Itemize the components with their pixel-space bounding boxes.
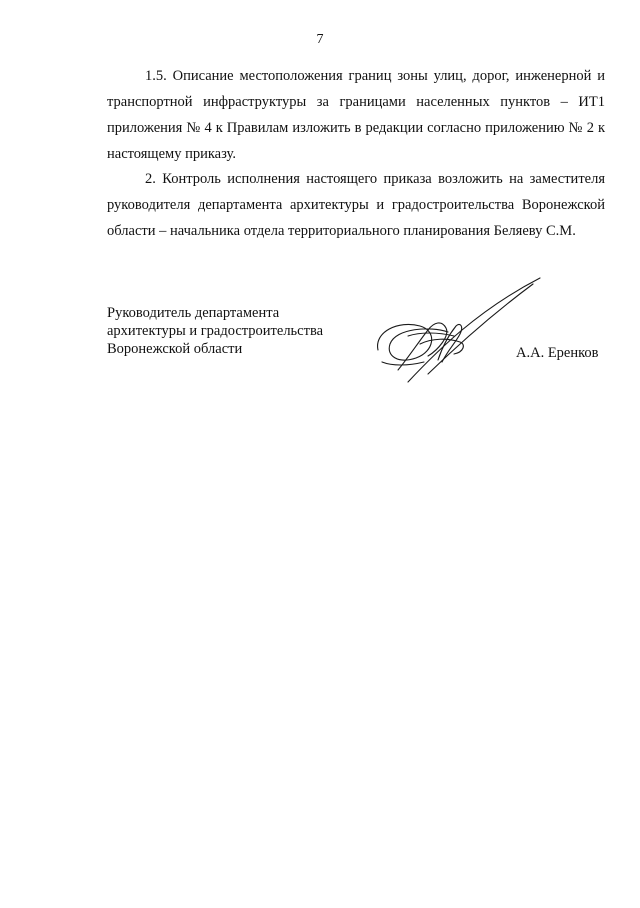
signatory-title-line: архитектуры и градостроительства <box>107 323 324 339</box>
signatory-title-line: Руководитель департамента <box>107 305 280 321</box>
signatory-title-line: Воронежской области <box>107 341 243 357</box>
paragraph-1-5: 1.5. Описание местоположения границ зоны улиц, дорог, инженерной и транспортной инфраструктуры за границами населенных пунктов – ИТ1 приложения № 4 к Правилам изложить в редакции согласно приложению № 2 к настоящему приказу. <box>107 68 605 162</box>
signatory-title <box>107 304 323 358</box>
handwritten-signature <box>368 270 558 395</box>
signatory-name: А.А. Еренков <box>516 345 599 361</box>
paragraph-2: 2. Контроль исполнения настоящего приказа возложить на заместителя руководителя департамента архитектуры и градостроительства Воронежской области – начальника отдела территориального планирования Беляеву С.М. <box>107 171 605 239</box>
page-number: 7 <box>316 32 324 47</box>
